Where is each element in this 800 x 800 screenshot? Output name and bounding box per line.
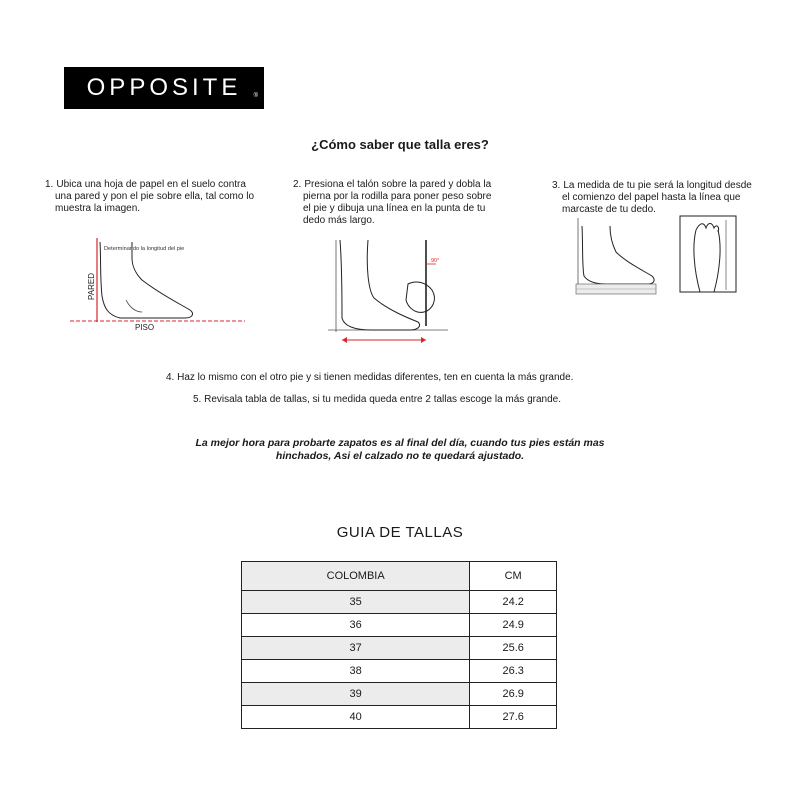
- foot-inner-curve: [126, 300, 142, 312]
- table-row: [242, 706, 557, 729]
- step-2-line-2: pierna por la rodilla para poner peso sobre: [303, 191, 492, 202]
- header-cm: CM: [470, 562, 557, 591]
- step-4-number: 4.: [166, 372, 175, 383]
- table-row: [242, 591, 557, 614]
- step-4-body: Haz lo mismo con el otro pie y si tienen medidas diferentes, ten en cuenta la más grande.: [177, 372, 574, 383]
- size-colombia: 38: [242, 660, 470, 683]
- step-5-body: Revisala tabla de tallas, si tu medida queda entre 2 tallas escoge la más grande.: [204, 394, 562, 405]
- leg-pencil-illustration: [328, 236, 448, 350]
- foot-outline: [100, 242, 192, 318]
- size-colombia: 39: [242, 683, 470, 706]
- step-3-text: [552, 180, 757, 216]
- step-1-line-3: muestra la imagen.: [55, 203, 141, 214]
- size-cm: 24.2: [470, 591, 557, 614]
- toes-outline: [696, 224, 719, 233]
- size-table-header-row: [242, 562, 557, 591]
- floor-label: PISO: [135, 323, 155, 332]
- step-3-line-2: el comienzo del papel hasta la línea que: [562, 192, 741, 203]
- step-1-number: 1.: [45, 179, 54, 190]
- angle-label: 90°: [431, 258, 440, 264]
- tip-line-1: La mejor hora para probarte zapatos es al final del día, cuando tus pies están mas: [195, 437, 605, 449]
- wall-label: PARED: [87, 273, 96, 300]
- step-1-line-1: Ubica una hoja de papel en el suelo contra: [56, 179, 246, 190]
- size-colombia: 40: [242, 706, 470, 729]
- table-row: [242, 660, 557, 683]
- step-3-line-1: La medida de tu pie será la longitud desde: [563, 180, 752, 191]
- size-cm: 24.9: [470, 614, 557, 637]
- hand-outline: [406, 282, 434, 312]
- measure-arrow-right-head: [421, 337, 426, 343]
- foot-top-outline: [694, 230, 720, 292]
- step-4-text: [166, 372, 573, 383]
- step-1-line-2: una pared y pon el pie sobre ella, tal como lo: [55, 191, 255, 202]
- size-cm: 26.3: [470, 660, 557, 683]
- registered-mark: ®: [253, 93, 258, 99]
- size-cm: 26.9: [470, 683, 557, 706]
- step-1-text: [45, 179, 260, 215]
- table-row: [242, 614, 557, 637]
- brand-logo: [64, 67, 264, 109]
- step-5-text: [193, 394, 561, 405]
- table-row: [242, 683, 557, 706]
- step-2-line-3: el pie y dibuja una línea en la punta de tu: [303, 203, 486, 214]
- step-2-line-4: dedo más largo.: [303, 215, 375, 226]
- illustration-caption: Determinando la longitud del pie: [104, 246, 185, 252]
- top-view-frame: [680, 216, 736, 292]
- step-3-number: 3.: [552, 180, 561, 191]
- step-5-number: 5.: [193, 394, 202, 405]
- fitting-tip: [150, 437, 650, 463]
- size-colombia: 37: [242, 637, 470, 660]
- measure-arrow-left-head: [342, 337, 347, 343]
- size-cm: 25.6: [470, 637, 557, 660]
- page-question: ¿Cómo saber que talla eres?: [311, 137, 489, 152]
- size-colombia: 35: [242, 591, 470, 614]
- size-table: [241, 561, 557, 729]
- step-3-line-3: marcaste de tu dedo.: [562, 204, 656, 215]
- table-row: [242, 637, 557, 660]
- step-2-number: 2.: [293, 179, 302, 190]
- size-guide-title: GUIA DE TALLAS: [336, 524, 464, 541]
- foot-side-outline: [582, 226, 654, 284]
- step-2-line-1: Presiona el talón sobre la pared y dobla la: [304, 179, 492, 190]
- measurement-illustration: [576, 216, 746, 298]
- header-colombia: COLOMBIA: [242, 562, 470, 591]
- step-2-text: [293, 179, 498, 227]
- foot-wall-illustration: [70, 238, 250, 338]
- tip-line-2: hinchados, Asi el calzado no te quedará ajustado.: [275, 450, 525, 462]
- size-colombia: 36: [242, 614, 470, 637]
- size-cm: 27.6: [470, 706, 557, 729]
- brand-name: OPPOSITE: [86, 74, 242, 101]
